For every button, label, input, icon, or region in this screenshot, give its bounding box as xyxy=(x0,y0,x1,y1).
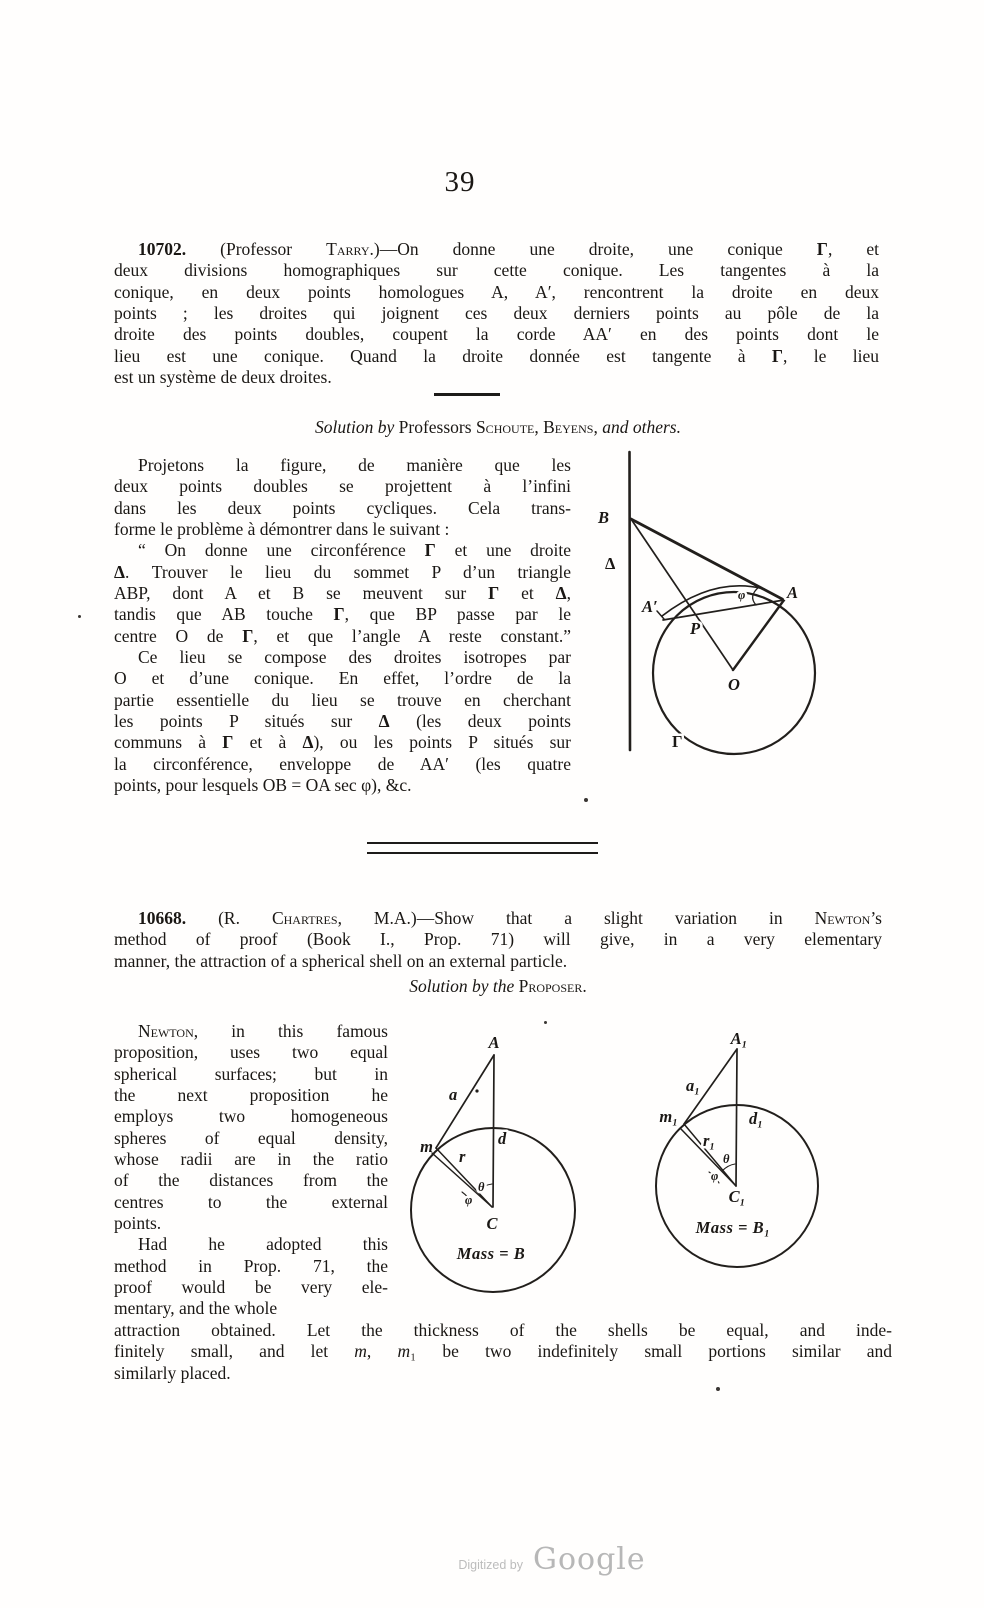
scan-speck xyxy=(78,615,81,618)
text-line: centres to the external xyxy=(114,1191,388,1212)
figure3-label-r1: r₁ xyxy=(703,1131,716,1150)
text-line: la circonférence, enveloppe de AA′ (les quatre xyxy=(114,753,571,774)
text-line: deux points doubles se projettent à l’infini xyxy=(114,476,571,497)
text-line: tandis que AB touche Γ, que BP passe par le xyxy=(114,604,571,625)
figure1-label-gamma: Γ xyxy=(672,732,683,751)
text-line: of the distances from the xyxy=(114,1170,388,1191)
text-line: les points P situés sur Δ (les deux points xyxy=(114,711,571,732)
text-line: whose radii are in the ratio xyxy=(114,1149,388,1170)
figure1-line-OA xyxy=(733,600,784,670)
text-line: dans les deux points cycliques. Cela trans- xyxy=(114,497,571,518)
text-line: Newton, in this famous xyxy=(138,1021,388,1041)
figure3-label-phi: φ xyxy=(711,1169,719,1183)
figure3-label-a1: a₁ xyxy=(686,1076,701,1095)
text-line: O et d’une conique. En effet, l’ordre de la xyxy=(114,668,571,689)
figure2-label-theta: θ xyxy=(478,1180,485,1194)
solution2-text-column xyxy=(114,1021,388,1320)
text-line: droite des points doubles, coupent la corde AA′ en des points dont le xyxy=(114,324,879,345)
text-line: forme le problème à démontrer dans le suivant : xyxy=(114,519,450,540)
figure2-line-Am xyxy=(436,1055,494,1148)
text-line: lieu est une conique. Quand la droite donnée est tangente à Γ, le lieu xyxy=(114,345,879,366)
page-number: 39 xyxy=(444,166,476,198)
text-line: conique, en deux points homologues A, A′, rencontrent la droite en deux xyxy=(114,281,879,302)
figure2-label-A: A xyxy=(488,1033,500,1052)
text-line: Projetons la figure, de manière que les xyxy=(138,455,571,475)
figure-sphere-B xyxy=(400,1024,592,1306)
solution1-text xyxy=(114,455,571,797)
text-line: centre O de Γ, et que l’angle A reste constant.” xyxy=(114,625,571,646)
text-line: spheres of equal density, xyxy=(114,1127,388,1148)
text-line: Solution by Professors Schoute, Beyens, and others. xyxy=(315,417,681,437)
text-line: spherical surfaces; but in xyxy=(114,1063,388,1084)
figure1-label-delta: Δ xyxy=(605,554,616,573)
text-line: partie essentielle du lieu se trouve en cherchant xyxy=(114,689,571,710)
figure1-label-phi: φ xyxy=(738,588,746,602)
text-line: Solution by the Proposer. xyxy=(409,976,587,996)
google-logo: Google xyxy=(532,1542,646,1577)
figure2-label-C: C xyxy=(486,1214,498,1233)
text-line: deux divisions homographiques sur cette conique. Les tangentes à la xyxy=(114,260,879,281)
problem-10702 xyxy=(114,239,879,388)
figure2-line-AC xyxy=(493,1055,494,1207)
figure2-label-r: r xyxy=(459,1147,466,1166)
figure1-circle-gamma xyxy=(653,592,815,754)
text-line: est un système de deux droites. xyxy=(114,367,332,388)
scan-speck xyxy=(716,1387,720,1391)
figure2-label-phi: φ xyxy=(465,1193,473,1207)
text-line: “ On donne une circonférence Γ et une droite xyxy=(138,540,571,561)
text-line: proof would be very ele- xyxy=(114,1277,388,1298)
figure2-dot xyxy=(475,1089,478,1092)
text-line: method in Prop. 71, the xyxy=(114,1255,388,1276)
figure-sphere-B1 xyxy=(645,1018,831,1310)
text-line: similarly placed. xyxy=(114,1362,231,1383)
figure3-label-C1: C₁ xyxy=(728,1187,746,1206)
figure1-label-B: B xyxy=(598,508,610,527)
section-divider-rule xyxy=(367,842,598,854)
text-line: mentary, and the whole xyxy=(114,1298,278,1319)
text-line: Ce lieu se compose des droites isotropes par xyxy=(138,647,571,668)
figure1-line-delta xyxy=(630,452,631,750)
text-line: employs two homogeneous xyxy=(114,1106,388,1127)
figure1-label-A-prime: A′ xyxy=(642,597,658,616)
figure3-label-theta: θ xyxy=(723,1152,730,1166)
end-of-problem-rule xyxy=(434,393,500,396)
text-line: manner, the attraction of a spherical shell on an external particle. xyxy=(114,950,568,971)
solution2-continuation xyxy=(114,1320,892,1384)
scan-speck xyxy=(584,798,588,802)
solution2-heading xyxy=(114,976,882,997)
text-line: proposition, uses two equal xyxy=(114,1042,388,1063)
text-line: attraction obtained. Let the thickness of the shells be equal, and inde- xyxy=(114,1320,892,1340)
text-line: communs à Γ et à Δ), ou les points P situés sur xyxy=(114,732,571,753)
text-line: 10668. (R. Chartres, M.A.)—Show that a slight variation in Newton’s xyxy=(138,908,882,928)
figure3-label-m1: m₁ xyxy=(659,1107,678,1126)
figure2-label-m: m xyxy=(420,1137,433,1156)
text-line: points, pour lesquels OB = OA sec φ), &c. xyxy=(114,775,412,796)
text-line: points. xyxy=(114,1213,162,1234)
text-line: finitely small, and let m, m₁ be two indefinitely small portions similar and xyxy=(114,1341,892,1362)
text-line: ABP, dont A et B se meuvent sur Γ et Δ, xyxy=(114,583,571,604)
figure1-label-P: P xyxy=(690,619,701,638)
figure3-label-A1: A₁ xyxy=(730,1029,748,1048)
figure2-label-mass: Mass = B xyxy=(456,1244,526,1263)
text-line: Δ. Trouver le lieu du sommet P d’un triangle xyxy=(114,561,571,582)
figure1-label-A: A xyxy=(787,583,799,602)
figure3-label-d1: d₁ xyxy=(749,1109,764,1128)
digitized-watermark xyxy=(60,1542,984,1577)
text-line: Had he adopted this xyxy=(138,1234,388,1255)
solution1-heading xyxy=(114,417,882,438)
text-line: method of proof (Book I., Prop. 71) will give, in a very elementary xyxy=(114,929,882,950)
figure-locus-diagram xyxy=(588,440,828,762)
figure3-label-mass: Mass = B₁ xyxy=(695,1218,771,1237)
figure1-label-O: O xyxy=(728,675,740,694)
figure3-line-AC xyxy=(736,1049,737,1186)
digitized-by-text: Digitized by xyxy=(458,1558,523,1572)
problem-10668 xyxy=(114,908,882,972)
text-line: the next proposition he xyxy=(114,1085,388,1106)
text-line: 10702. (Professor Tarry.)—On donne une droite, une conique Γ, et xyxy=(138,239,879,259)
figure2-label-d: d xyxy=(498,1129,507,1148)
figure2-label-a: a xyxy=(449,1085,458,1104)
text-line: points ; les droites qui joignent ces deux derniers points au pôle de la xyxy=(114,303,879,324)
